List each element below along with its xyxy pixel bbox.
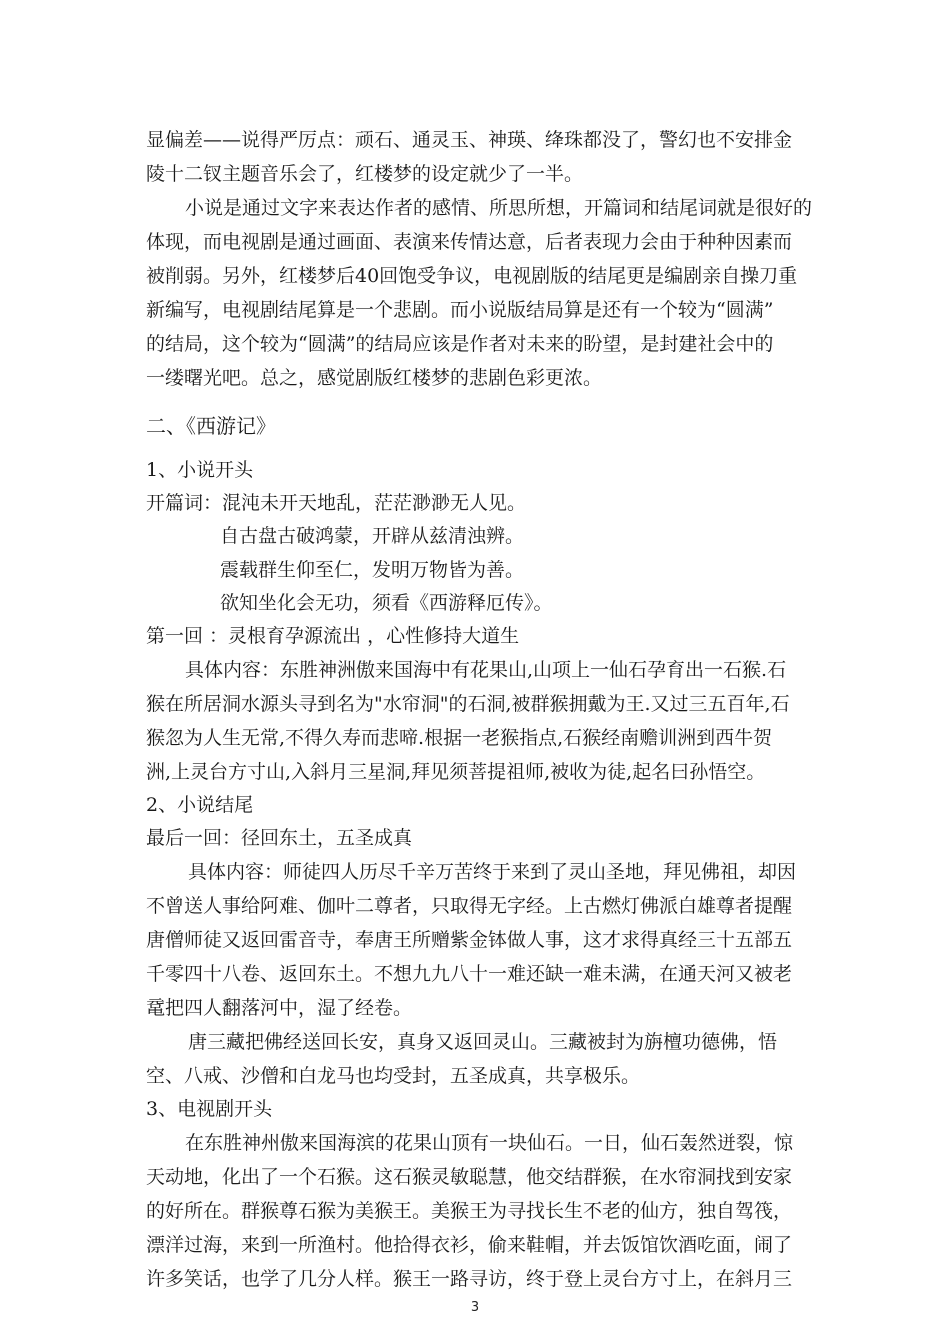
paragraph-line: 猴忽为人生无常,不得久寿而悲啼.根据一老猴指点,石猴经南赡训洲到西牛贺 xyxy=(146,727,773,749)
paragraph-line: 陵十二钗主题音乐会了，红楼梦的设定就少了一半。 xyxy=(146,163,584,185)
paragraph-line: 空、八戒、沙僧和白龙马也均受封，五圣成真，共享极乐。 xyxy=(146,1065,641,1087)
chapter-title: 最后一回：径回东土，五圣成真 xyxy=(146,827,413,849)
paragraph-line: 一缕曙光吧。总之，感觉剧版红楼梦的悲剧色彩更浓。 xyxy=(146,367,603,389)
paragraph-line: 体现，而电视剧是通过画面、表演来传情达意，后者表现力会由于种种因素而 xyxy=(146,231,793,253)
paragraph-line: 在东胜神州傲来国海滨的花果山顶有一块仙石。一日，仙石轰然迸裂，惊 xyxy=(185,1132,794,1154)
section-heading: 二、《西游记》 xyxy=(146,414,276,438)
paragraph-line: 被削弱。另外，红楼梦后40回饱受争议，电视剧版的结尾更是编剧亲自操刀重 xyxy=(146,265,798,287)
paragraph-line: 唐僧师徒又返回雷音寺，奉唐王所赠紫金钵做人事，这才求得真经三十五部五 xyxy=(146,929,793,951)
paragraph-line: 猴在所居洞水源头寻到名为"水帘洞"的石洞,被群猴拥戴为王.又过三五百年,石 xyxy=(146,693,790,715)
paragraph-line: 唐三藏把佛经送回长安，真身又返回灵山。三藏被封为旃檀功德佛，悟 xyxy=(188,1031,778,1053)
poem-line: 震载群生仰至仁，发明万物皆为善。 xyxy=(220,559,525,581)
page-number: 3 xyxy=(470,1300,480,1315)
chapter-title: 第一回 ：灵根育孕源流出 ，心性修持大道生 xyxy=(146,625,520,647)
paragraph-line: 新编写，电视剧结尾算是一个悲剧。而小说版结局算是还有一个较为“圆满” xyxy=(146,299,774,321)
paragraph-line: 具体内容：东胜神洲傲来国海中有花果山,山项上一仙石孕育出一石猴.石 xyxy=(185,659,787,681)
poem-label-line: 开篇词：混沌未开天地乱，茫茫渺渺无人见。 xyxy=(146,492,527,514)
subsection-heading: 3、电视剧开头 xyxy=(146,1098,273,1120)
paragraph-line: 显偏差——说得严厉点：顽石、通灵玉、神瑛、绛珠都没了，警幻也不安排金 xyxy=(146,129,793,151)
poem-line: 欲知坐化会无功，须看《西游释厄传》。 xyxy=(220,592,553,614)
subsection-heading: 1、小说开头 xyxy=(146,459,254,481)
paragraph-line: 的好所在。群猴尊石猴为美猴王。美猴王为寻找长生不老的仙方，独自驾筏， xyxy=(146,1200,793,1222)
subsection-heading: 2、小说结尾 xyxy=(146,794,254,816)
paragraph-line: 洲,上灵台方寸山,入斜月三星洞,拜见须菩提祖师,被收为徒,起名曰孙悟空。 xyxy=(146,761,766,783)
paragraph-line: 漂洋过海，来到一所渔村。他拾得衣衫，偷来鞋帽，并去饭馆饮酒吃面，闹了 xyxy=(146,1234,793,1256)
paragraph-line: 鼋把四人翻落河中，湿了经卷。 xyxy=(146,997,413,1019)
paragraph-line: 千零四十八卷、返回东土。不想九九八十一难还缺一难未满，在通天河又被老 xyxy=(146,963,793,985)
paragraph-line: 许多笑话，也学了几分人样。猴王一路寻访，终于登上灵台方寸上，在斜月三 xyxy=(146,1268,793,1290)
paragraph-line: 小说是通过文字来表达作者的感情、所思所想，开篇词和结尾词就是很好的 xyxy=(185,197,813,219)
paragraph-line: 不曾送人事给阿难、伽叶二尊者，只取得无字经。上古燃灯佛派白雄尊者提醒 xyxy=(146,895,793,917)
paragraph-line: 具体内容：师徒四人历尽千辛万苦终于来到了灵山圣地，拜见佛祖，却因 xyxy=(188,861,797,883)
paragraph-line: 天动地，化出了一个石猴。这石猴灵敏聪慧，他交结群猴，在水帘洞找到安家 xyxy=(146,1166,793,1188)
paragraph-line: 的结局，这个较为“圆满”的结局应该是作者对未来的盼望，是封建社会中的 xyxy=(146,333,774,355)
poem-line: 自古盘古破鸿蒙，开辟从兹清浊辨。 xyxy=(220,525,525,547)
